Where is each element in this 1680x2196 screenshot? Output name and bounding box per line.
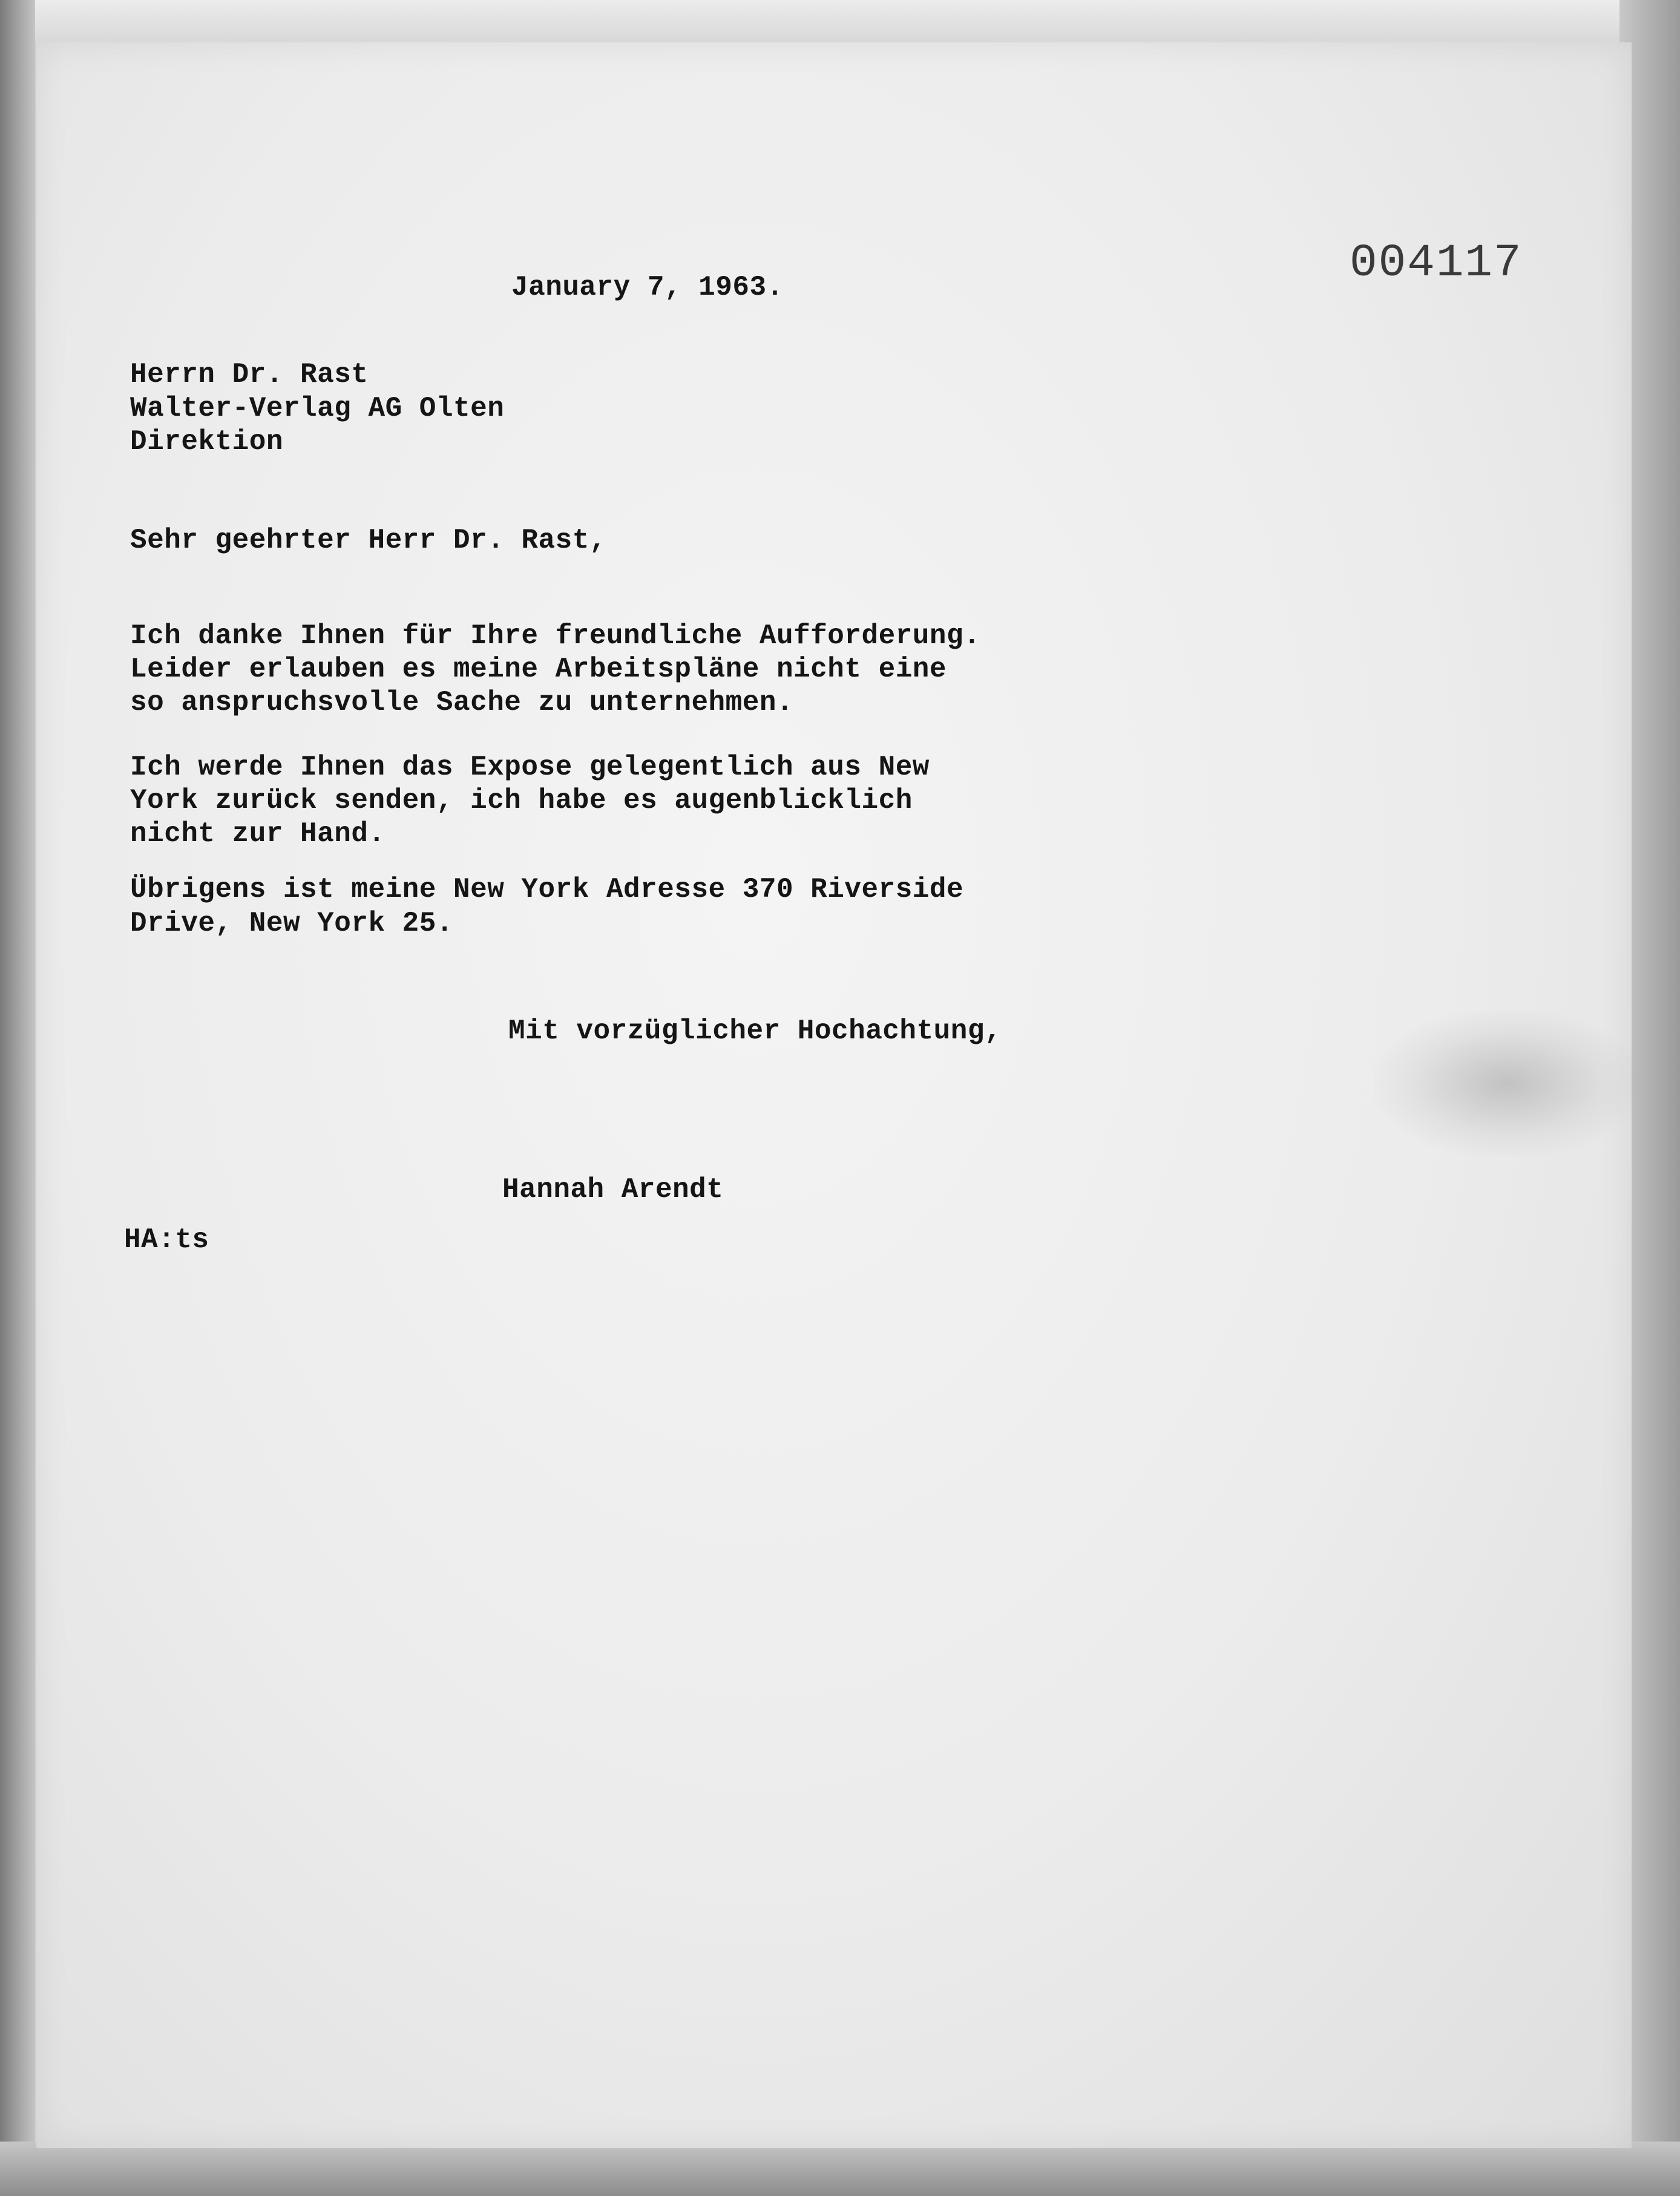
recipient-company: Walter-Verlag AG Olten	[130, 393, 505, 424]
letter-date: January 7, 1963.	[511, 272, 784, 303]
recipient-name: Herrn Dr. Rast	[130, 359, 369, 390]
salutation: Sehr geehrter Herr Dr. Rast,	[130, 525, 606, 556]
scan-border-left	[0, 0, 35, 2196]
paragraph-3-line-2: Drive, New York 25.	[130, 908, 453, 939]
recipient-department: Direktion	[130, 426, 283, 457]
reference-initials: HA:ts	[124, 1224, 209, 1256]
signature-name: Hannah Arendt	[502, 1174, 724, 1205]
paragraph-1-line-1: Ich danke Ihnen für Ihre freundliche Aufforderung.	[130, 620, 981, 652]
paragraph-3-line-1: Übrigens ist meine New York Adresse 370 Riverside	[130, 874, 964, 905]
closing: Mit vorzüglicher Hochachtung,	[508, 1015, 1002, 1047]
scan-smudge	[1374, 1011, 1640, 1156]
paragraph-2-line-1: Ich werde Ihnen das Expose gelegentlich aus New	[130, 752, 930, 783]
paragraph-1-line-2: Leider erlauben es meine Arbeitspläne nicht eine	[130, 654, 947, 685]
scan-border-bottom	[0, 2142, 1680, 2196]
archive-number-stamp: 004117	[1350, 237, 1523, 289]
paragraph-2-line-2: York zurück senden, ich habe es augenblicklich	[130, 785, 913, 816]
scan-border-top	[0, 0, 1680, 42]
paragraph-1-line-3: so anspruchsvolle Sache zu unternehmen.	[130, 687, 794, 718]
paragraph-2-line-3: nicht zur Hand.	[130, 818, 386, 850]
